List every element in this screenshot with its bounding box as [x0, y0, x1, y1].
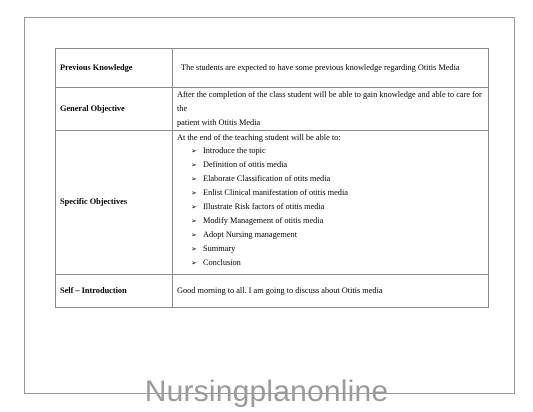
row-content: [173, 49, 489, 88]
list-item: [191, 172, 484, 186]
list-item: [191, 228, 484, 242]
table-row-self-introduction: [56, 275, 489, 308]
arrow-bullet-icon: ➢: [191, 146, 197, 155]
row-label: General Objective: [56, 88, 173, 131]
table-row-previous-knowledge: [56, 49, 489, 88]
list-item-text: Introduce the topic: [203, 145, 266, 155]
list-item-text: Enlist Clinical manifestation of otitis media: [203, 187, 348, 197]
list-item-text: Elaborate Classification of otits media: [203, 173, 331, 183]
row-label: Specific Objectives: [56, 131, 173, 275]
list-item: [191, 186, 484, 200]
arrow-bullet-icon: ➢: [191, 216, 197, 225]
list-item-text: Conclusion: [203, 257, 241, 267]
list-item-text: Adopt Nursing management: [203, 229, 298, 239]
arrow-bullet-icon: ➢: [191, 174, 197, 183]
list-item-text: Summary: [203, 243, 236, 253]
row-label: Previous Knowledge: [56, 49, 173, 88]
general-objective-line-1: After the completion of the class student will be able to gain knowledge and able to care for the: [177, 90, 482, 113]
list-item: [191, 214, 484, 228]
row-label: Self – Introduction: [56, 275, 173, 308]
previous-knowledge-text: The students are expected to have some previous knowledge regarding Otitis Media: [181, 62, 460, 72]
arrow-bullet-icon: ➢: [191, 188, 197, 197]
list-item-text: Modify Management of otitis media: [203, 215, 324, 225]
general-objective-line-2: patient with Otitis Media: [177, 118, 261, 127]
arrow-bullet-icon: ➢: [191, 244, 197, 253]
row-content: [173, 131, 489, 275]
objectives-list: [177, 144, 484, 270]
list-item-text: Illustrate Risk factors of otitis media: [203, 201, 325, 211]
arrow-bullet-icon: ➢: [191, 202, 197, 211]
specific-objectives-intro: At the end of the teaching student will be able to:: [177, 132, 341, 142]
arrow-bullet-icon: ➢: [191, 258, 197, 267]
watermark: Nursingplanonline: [144, 375, 389, 408]
row-content: Good morning to all. I am going to discuss about Otitis media: [173, 275, 489, 308]
table-row-general-objective: [56, 88, 489, 131]
lesson-plan-table: [55, 48, 489, 308]
list-item: [191, 242, 484, 256]
list-item: [191, 256, 484, 270]
table-row-specific-objectives: [56, 131, 489, 275]
list-item-text: Definition of otitis media: [203, 159, 288, 169]
list-item: [191, 144, 484, 158]
arrow-bullet-icon: ➢: [191, 160, 197, 169]
list-item: [191, 158, 484, 172]
row-content: [173, 88, 489, 131]
arrow-bullet-icon: ➢: [191, 230, 197, 239]
list-item: [191, 200, 484, 214]
